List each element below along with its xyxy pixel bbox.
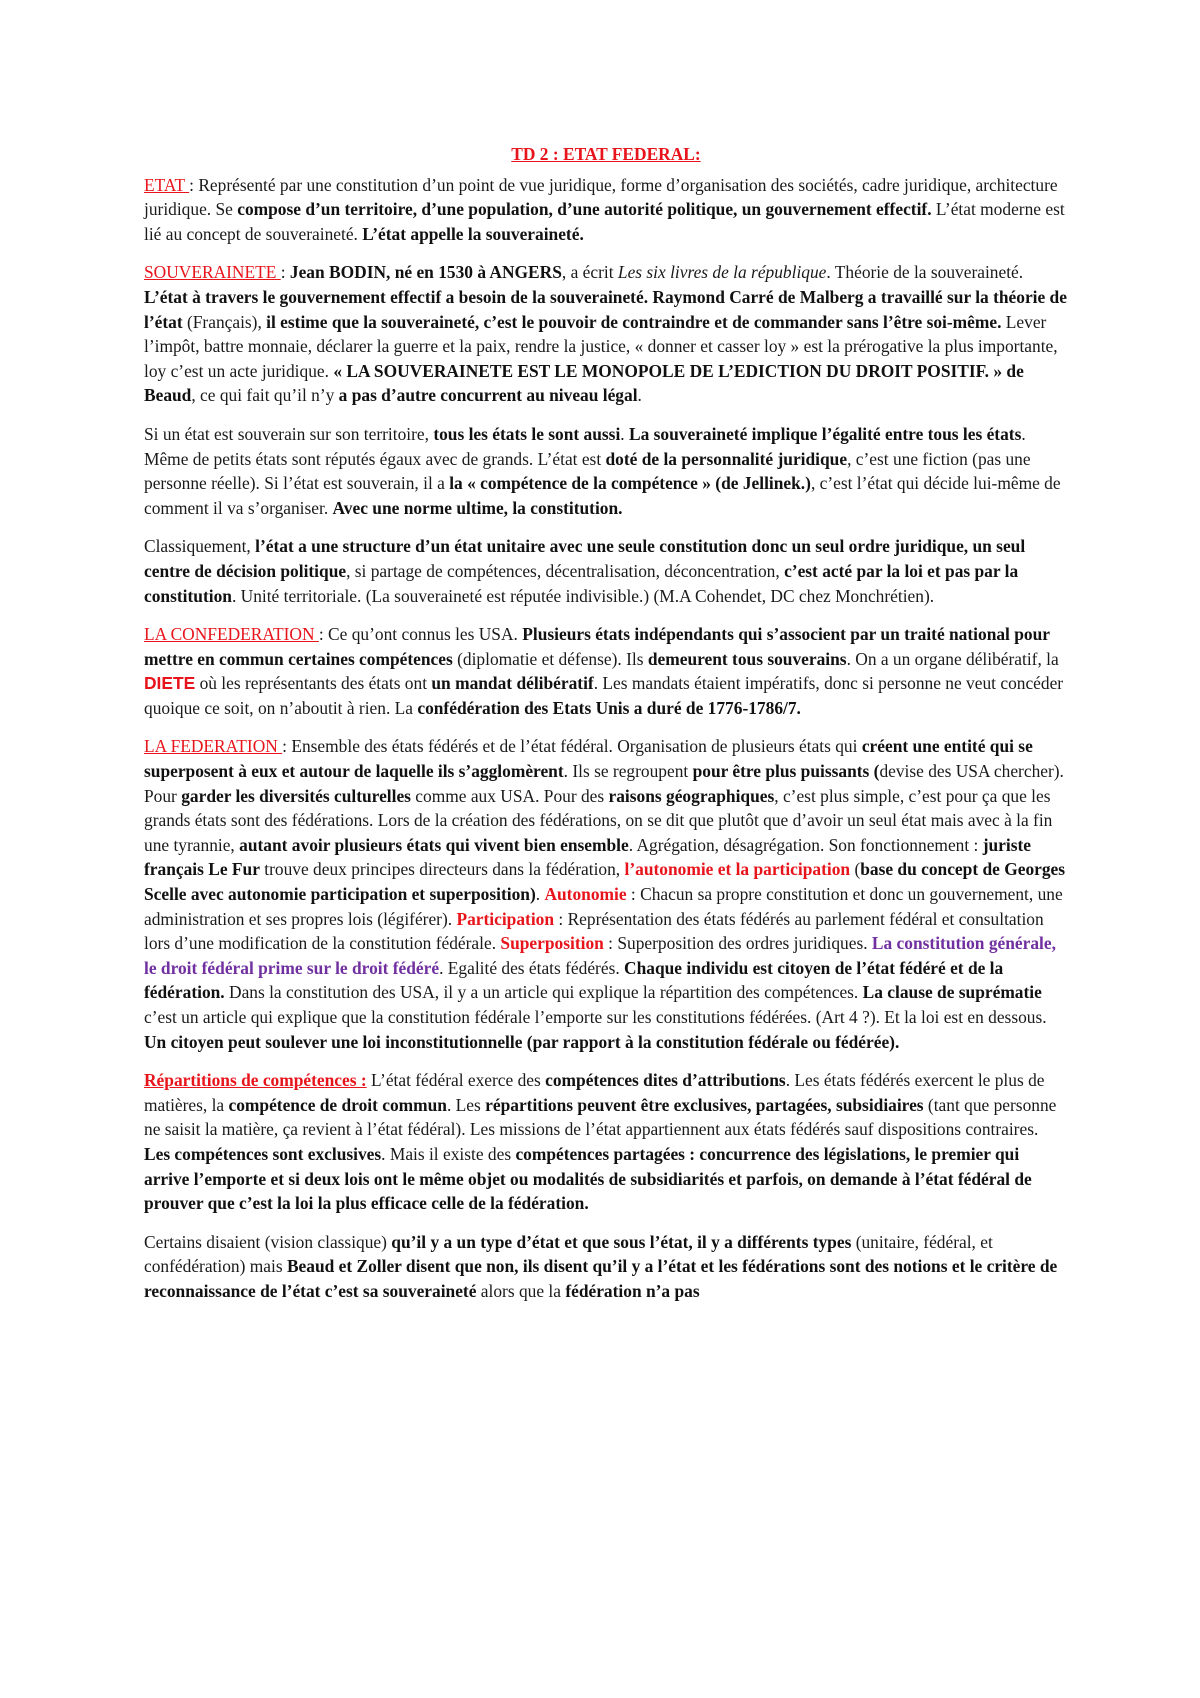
- text-run: , c’est une fiction (pas une personne réelle). Si l’état est souverain, il a: [144, 448, 1031, 494]
- bold-run: un mandat délibératif: [431, 673, 594, 694]
- highlight-term: Autonomie: [544, 884, 627, 905]
- highlight-term: Participation: [456, 908, 555, 929]
- bold-run: compétence de droit commun: [228, 1094, 447, 1115]
- text-run: , c’est plus simple, c’est pour ça que les grands états sont des fédérations. Lors de la création des fédérations, on se dit que plutôt que d’avoir un seul état mais avec à la fin une tyrannie,: [144, 785, 1053, 855]
- paragraph-etat: [144, 173, 1068, 247]
- text-run: . Théorie de la souveraineté.: [826, 262, 1024, 283]
- text-run: , a écrit: [561, 262, 618, 283]
- text-run: :: [280, 262, 290, 283]
- text-run: L’état moderne est lié au concept de souveraineté.: [144, 199, 1065, 244]
- bold-run: juriste français Le Fur: [144, 834, 1032, 880]
- highlight-term: l’autonomie et la participation: [624, 859, 851, 880]
- bold-run: il estime que la souveraineté, c’est le pouvoir de contraindre et de commander sans l’être soi-même.: [266, 311, 1002, 332]
- paragraph-certains: [144, 1230, 1068, 1304]
- bold-run: fédération n’a pas: [565, 1280, 700, 1301]
- text-run: : Ce qu’ont connus les USA.: [318, 624, 523, 645]
- bold-run: Chaque individu est citoyen de l’état fédéré et de la fédération.: [144, 957, 1004, 1003]
- highlight-term: DIETE: [144, 673, 196, 694]
- bold-run: confédération des Etats Unis a duré de 1776-1786/7.: [417, 697, 801, 718]
- text-run: Classiquement,: [144, 536, 256, 557]
- bold-run: compétences dites d’attributions: [545, 1070, 786, 1091]
- bold-run: « LA SOUVERAINETE EST LE MONOPOLE DE L’EDICTION DU DROIT POSITIF. » de Beaud: [144, 360, 1024, 406]
- text-run: . Les: [446, 1094, 486, 1115]
- bold-run: Les compétences sont exclusives: [144, 1143, 382, 1164]
- bold-run: la « compétence de la compétence » (de Jellinek.): [449, 473, 811, 494]
- bold-run: Beaud et Zoller disent que non, ils disent qu’il y a l’état et les fédérations sont des notions et le critère de reconnaissance de l’état c’est sa souveraineté: [144, 1256, 1058, 1301]
- text-run: Certains disaient (vision classique): [144, 1231, 392, 1252]
- text-run: trouve deux principes directeurs dans la fédération,: [259, 859, 625, 880]
- purple-emphasis: La constitution générale, le droit fédéral prime sur le droit fédéré: [144, 933, 1056, 978]
- bold-run: Un citoyen peut soulever une loi inconstitutionnelle (par rapport à la constitution fédérale ou fédérée).: [144, 1031, 900, 1052]
- section-heading-confederation: LA CONFEDERATION: [144, 624, 319, 645]
- bold-run: autant avoir plusieurs états qui vivent bien ensemble: [239, 834, 629, 855]
- text-run: c’est un article qui explique que la constitution fédérale l’emporte sur les constitutions fédérées. (Art 4 ?). Et la loi est en dessous.: [144, 1007, 1047, 1027]
- section-heading-federation: LA FEDERATION: [144, 736, 283, 757]
- bold-run: répartitions peuvent être exclusives, partagées, subsidiaires: [485, 1094, 924, 1115]
- bold-run: créent une entité qui se superposent à eux et autour de laquelle ils s’agglomèrent: [144, 736, 1033, 782]
- bold-run: compétences partagées : concurrence des législations, le premier qui arrive l’emporte et si deux lois ont le même objet ou modalités de subsidiarités et parfois, on demande à l’état fédéral de prouver que c’est la loi la plus efficace celle de la fédération.: [144, 1143, 1032, 1214]
- bold-run: pour être plus puissants (: [692, 761, 880, 782]
- text-run: . Ils se regroupent: [563, 761, 693, 782]
- section-heading-souverainete: SOUVERAINETE: [144, 262, 281, 283]
- text-run: .: [535, 884, 545, 905]
- page-title: TD 2 : ETAT FEDERAL:: [511, 144, 701, 164]
- bold-run: doté de la personnalité juridique: [605, 448, 848, 469]
- bold-run: base du concept de Georges Scelle avec autonomie participation et superposition): [144, 859, 1066, 905]
- bold-run: c’est acté par la loi et pas par la constitution: [144, 560, 1019, 606]
- bold-run: Avec une norme ultime, la constitution.: [332, 497, 623, 518]
- text-run: Si un état est souverain sur son territoire,: [144, 423, 434, 444]
- text-run: (Français),: [186, 311, 267, 332]
- text-run: (tant que personne ne saisit la matière, ça revient à l’état fédéral). Les missions de l’état appartiennent aux états fédérés sauf dispositions contraires.: [144, 1094, 1057, 1140]
- text-run: . Même de petits états sont réputés égaux avec de grands. L’état est: [144, 423, 1026, 469]
- bold-run: L’état appelle la souveraineté.: [362, 223, 584, 244]
- bold-run: qu’il y a un type d’état et que sous l’état, il y a différents types: [391, 1231, 852, 1252]
- text-run: alors que la: [476, 1280, 566, 1301]
- text-run: où les représentants des états ont: [195, 673, 432, 694]
- text-run: . Unité territoriale. (La souveraineté est réputée indivisible.) (M.A Cohendet, DC chez Monchrétien).: [231, 585, 935, 606]
- bold-run: Plusieurs états indépendants qui s’associent par un traité national pour mettre en commun certaines compétences: [144, 624, 1050, 669]
- text-run: . On a un organe délibératif, la: [846, 648, 1059, 669]
- text-run: Lever l’impôt, battre monnaie, déclarer la guerre et la paix, rendre la justice, « donner et casser loy » est la prérogative la plus importante, loy c’est un acte juridique.: [144, 311, 1058, 381]
- text-run: comme aux USA. Pour des: [410, 785, 609, 806]
- bold-run: La souveraineté implique l’égalité entre tous les états: [628, 423, 1022, 444]
- italic-title: Les six livres de la république: [617, 262, 827, 283]
- text-run: : Chacun sa propre constitution et donc un gouvernement, une administration et ses propres lois (légiférer).: [144, 884, 1063, 929]
- text-run: : Ensemble des états fédérés et de l’état fédéral. Organisation de plusieurs états qui: [282, 736, 862, 757]
- text-run: devise des USA chercher). Pour: [144, 761, 1064, 806]
- text-run: : Superposition des ordres juridiques.: [603, 933, 872, 954]
- text-run: : Représentation des états fédérés au parlement fédéral et consultation lors d’une modification de la constitution fédérale.: [144, 908, 1044, 954]
- text-run: , si partage de compétences, décentralisation, déconcentration,: [346, 560, 785, 581]
- paragraph-confederation: [144, 622, 1068, 720]
- bold-run: La clause de suprématie: [862, 982, 1042, 1003]
- text-run: .: [637, 385, 642, 406]
- highlight-term: Superposition: [500, 933, 604, 954]
- bold-run: demeurent tous souverains: [647, 648, 847, 669]
- text-run: Dans la constitution des USA, il y a un article qui explique la répartition des compétences.: [224, 982, 863, 1003]
- bold-run: a pas d’autre concurrent au niveau légal: [338, 385, 638, 406]
- text-run: . Agrégation, désagrégation. Son fonctionnement :: [628, 834, 983, 855]
- text-run: L’état fédéral exerce des: [366, 1070, 546, 1091]
- text-run: (unitaire, fédéral, et confédération) mais: [144, 1231, 993, 1277]
- paragraph-repartitions: [144, 1068, 1068, 1216]
- bold-run: l’état a une structure d’un état unitaire avec une seule constitution donc un seul ordre juridique, un seul centre de décision politique: [144, 536, 1026, 581]
- text-run: . Les mandats étaient impératifs, donc si personne ne veut concéder quoique ce soit, on n’aboutit à rien. La: [144, 673, 1064, 718]
- text-run: : Représenté par une constitution d’un point de vue juridique, forme d’organisation des sociétés, cadre juridique, architecture juridique. Se: [144, 174, 1058, 220]
- text-run: .: [620, 423, 629, 444]
- text-run: . Egalité des états fédérés.: [439, 957, 625, 978]
- bold-run: compose d’un territoire, d’une population, d’une autorité politique, un gouvernement effectif.: [237, 199, 932, 220]
- paragraph-federation: [144, 734, 1068, 1054]
- bold-run: garder les diversités culturelles: [181, 785, 411, 806]
- document-body: [144, 142, 1068, 1318]
- text-run: (: [850, 859, 861, 880]
- paragraph-etat-souverain: [144, 422, 1068, 520]
- bold-run: raisons géographiques: [608, 785, 775, 806]
- text-run: , c’est l’état qui décide lui-même de comment il va s’organiser.: [144, 473, 1061, 518]
- text-run: . Les états fédérés exercent le plus de matières, la: [144, 1070, 1045, 1115]
- text-run: (diplomatie et défense). Ils: [452, 648, 648, 669]
- paragraph-souverainete: [144, 260, 1068, 408]
- bold-run: L’état à travers le gouvernement effectif a besoin de la souveraineté. Raymond Carré de Malberg a travaillé sur la théorie de l’état: [144, 286, 1067, 332]
- section-heading-etat: ETAT: [144, 174, 190, 195]
- paragraph-classiquement: [144, 534, 1068, 608]
- text-run: . Mais il existe des: [381, 1143, 516, 1164]
- bold-run: tous les états le sont aussi: [433, 423, 621, 444]
- text-run: , ce qui fait qu’il n’y: [191, 385, 339, 406]
- bold-run: Jean BODIN, né en 1530 à ANGERS: [289, 262, 562, 283]
- section-heading-repartitions: Répartitions de compétences :: [144, 1070, 367, 1091]
